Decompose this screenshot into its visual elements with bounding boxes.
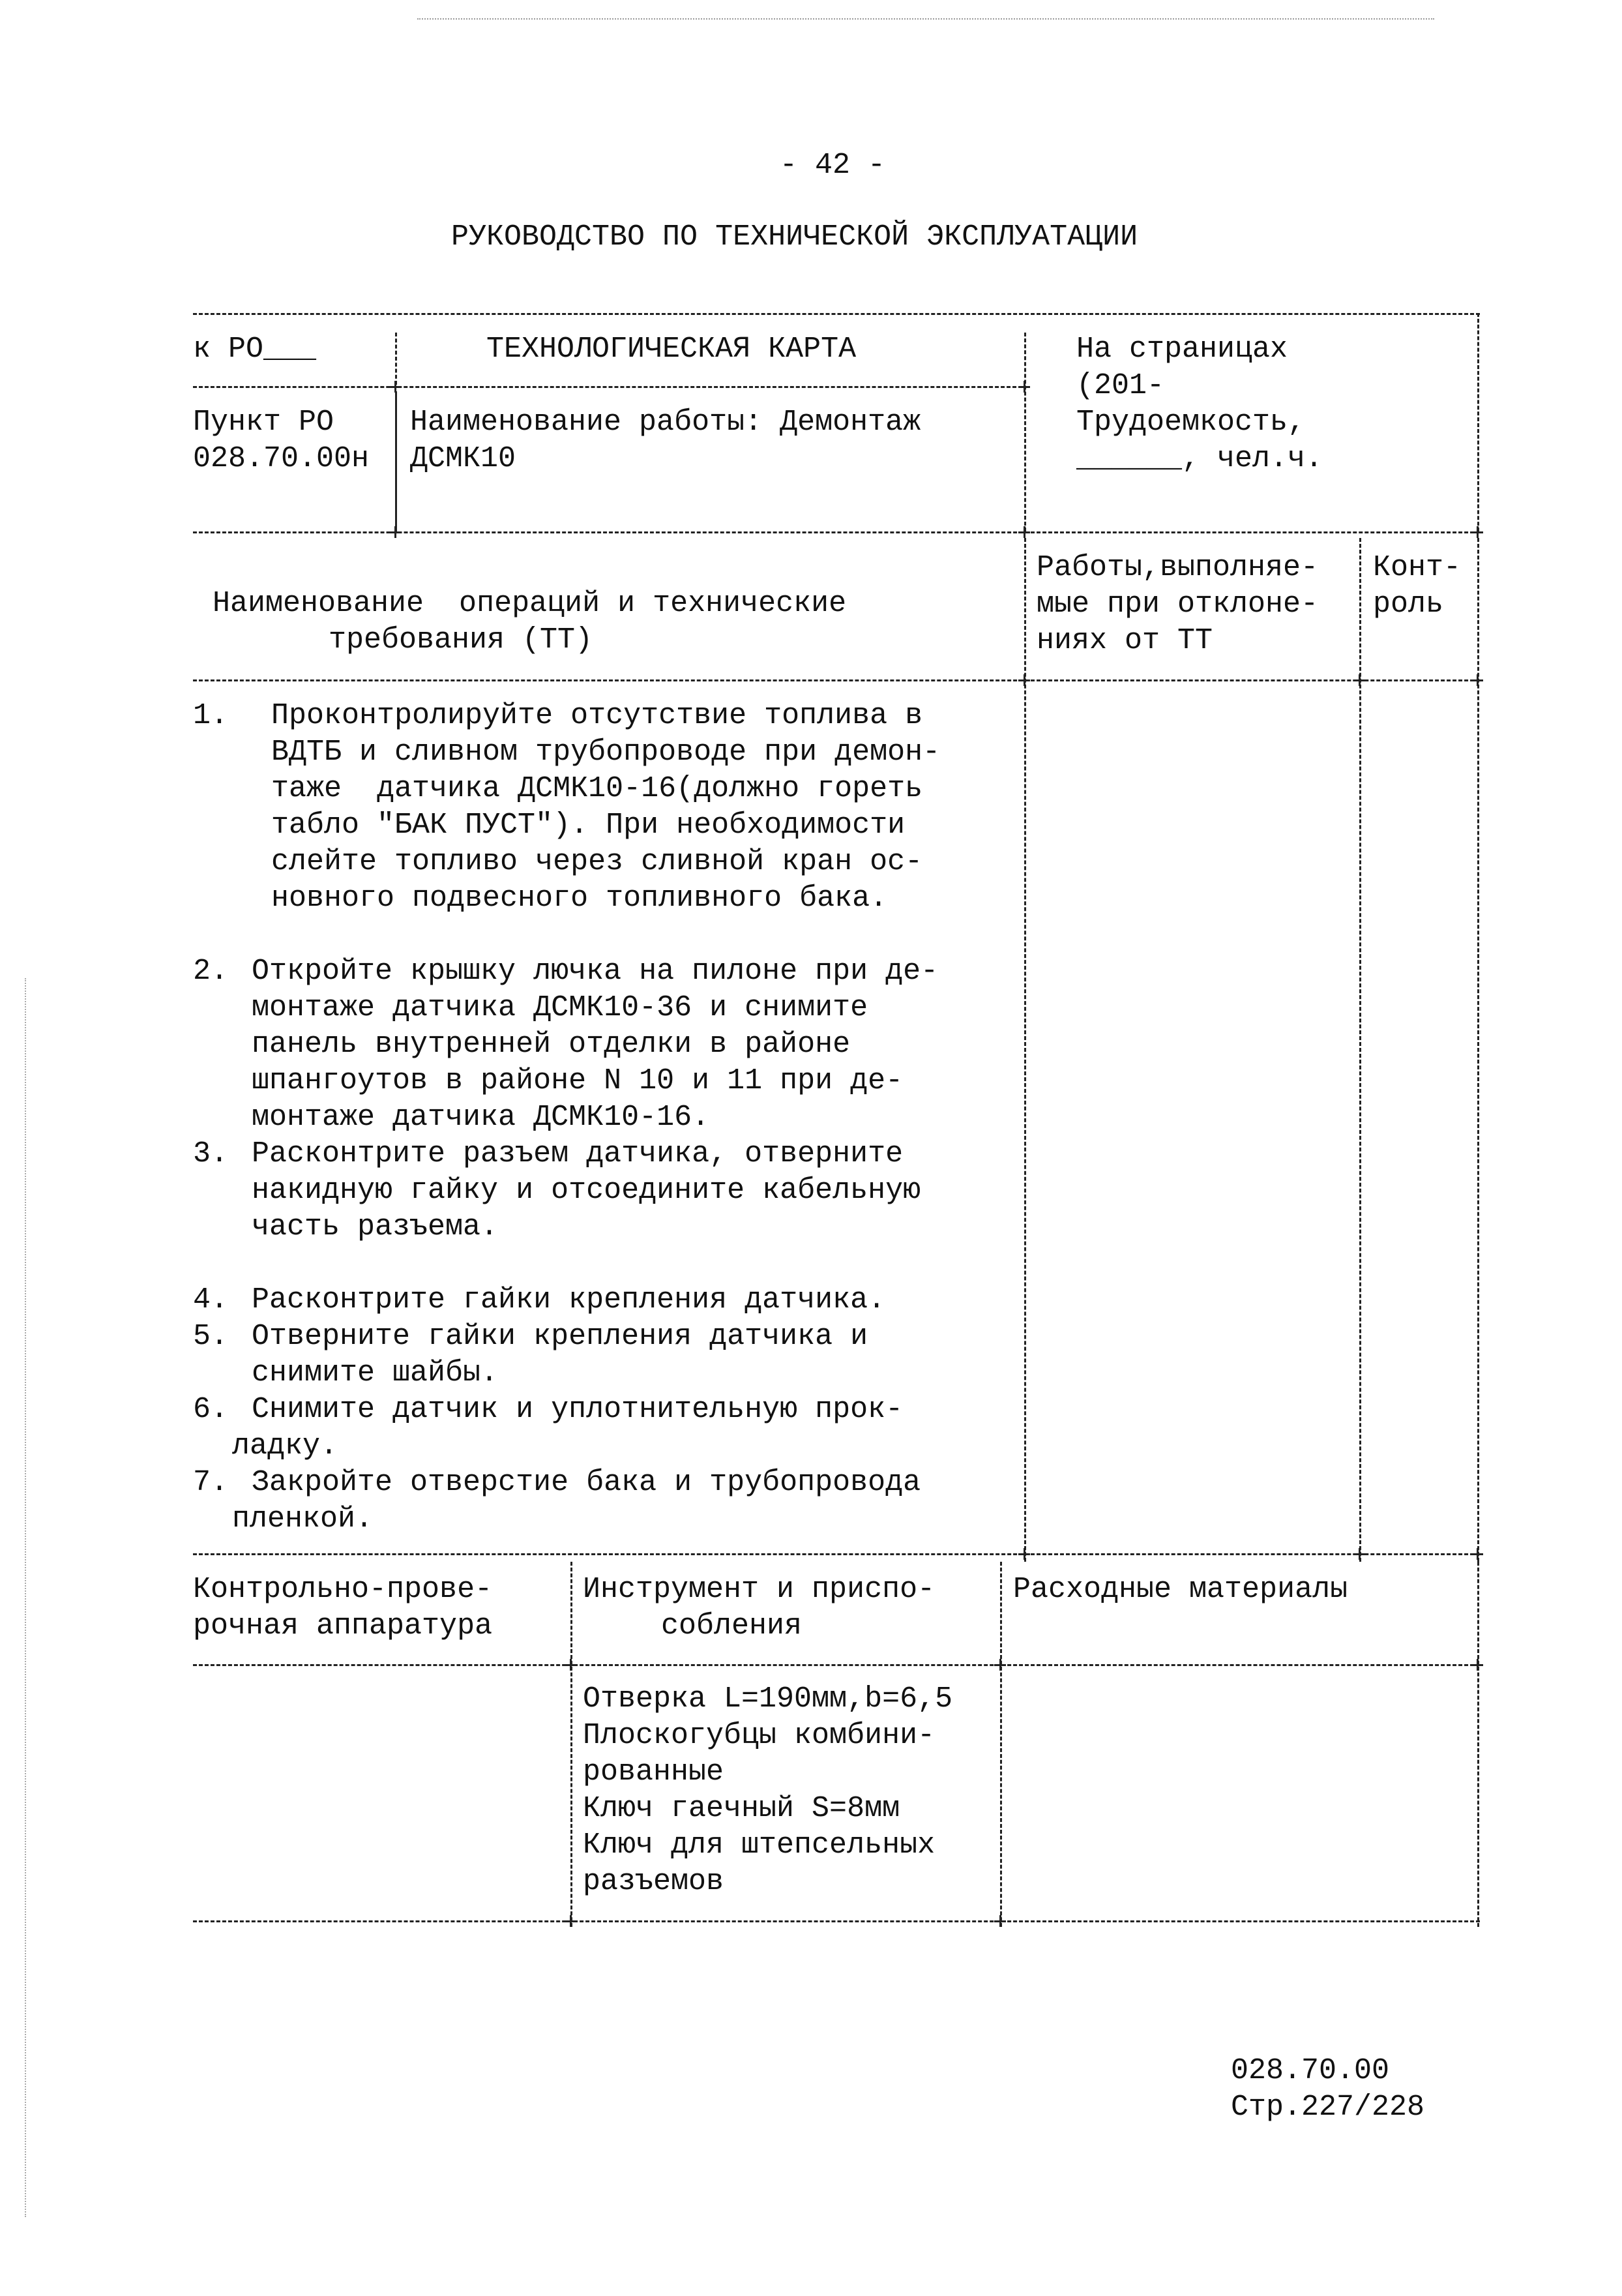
table-right-border <box>1477 538 1479 1562</box>
bottom-right-border <box>1477 1562 1479 1927</box>
labor-label: Трудоемкость, <box>1076 406 1306 439</box>
control-equipment-line1: Контрольно-прове- <box>193 1573 493 1606</box>
grid-cross <box>1471 1659 1483 1671</box>
grid-cross <box>1353 674 1365 686</box>
document-title: РУКОВОДСТВО ПО ТЕХНИЧЕСКОЙ ЭКСПЛУАТАЦИИ <box>451 220 1138 254</box>
header-mid-border <box>193 386 1022 388</box>
header-bottom-border <box>193 531 1480 533</box>
tool-item: Плоскогубцы комбини- <box>583 1719 936 1752</box>
control-header-line2: роль <box>1373 588 1444 621</box>
footer-page-ref: Стр.227/228 <box>1231 2091 1425 2124</box>
punkt-label: Пункт РО <box>193 406 334 439</box>
step-number: 4. <box>193 1283 229 1317</box>
step-number: 7. <box>193 1466 229 1499</box>
step-line: Проконтролируйте отсутствие топлива в <box>271 699 923 732</box>
tool-item: Отверка L=190мм,b=6,5 <box>583 1682 953 1716</box>
step-line: таже датчика ДСМК10-16(должно гореть <box>271 772 923 805</box>
tool-item: Ключ гаечный S=8мм <box>583 1792 900 1825</box>
grid-cross <box>1018 674 1030 686</box>
consumables-header: Расходные материалы <box>1013 1573 1348 1606</box>
step-line: шпангоутов в районе N 10 и 11 при де- <box>252 1064 904 1097</box>
header-divider-2 <box>1024 333 1026 531</box>
labor-value: ______, чел.ч. <box>1076 442 1323 475</box>
step-line: ВДТБ и сливном трубопроводе при демон- <box>271 736 941 769</box>
step-line: Откройте крышку лючка на пилоне при де- <box>252 955 939 988</box>
header-right-border <box>1477 313 1479 531</box>
grid-cross <box>1471 1548 1483 1560</box>
grid-cross <box>994 1915 1006 1927</box>
tool-item: рованные <box>583 1755 724 1789</box>
grid-cross <box>565 1659 576 1671</box>
scan-artifact-top <box>417 18 1434 20</box>
step-line: накидную гайку и отсоедините кабельную <box>252 1174 921 1207</box>
work-name-line1: Наименование работы: Демонтаж <box>410 406 921 439</box>
tools-header-line1: Инструмент и приспо- <box>583 1573 936 1606</box>
grid-cross <box>994 1659 1006 1671</box>
grid-cross <box>565 1915 576 1927</box>
step-line: пленкой. <box>232 1502 374 1536</box>
step-line: монтаже датчика ДСМК10-16. <box>252 1101 710 1134</box>
step-line: монтаже датчика ДСМК10-36 и снимите <box>252 991 868 1024</box>
step-line: Отверните гайки крепления датчика и <box>252 1320 868 1353</box>
step-line: Снимите датчик и уплотнительную прок- <box>252 1393 904 1426</box>
bottom-header-border <box>193 1664 1480 1666</box>
bottom-divider-2 <box>1000 1562 1002 1927</box>
step-line: новного подвесного топливного бака. <box>271 882 888 915</box>
deviations-header-line2: мые при отклоне- <box>1037 588 1319 621</box>
col-divider-1 <box>1024 538 1026 1562</box>
card-title: ТЕХНОЛОГИЧЕСКАЯ КАРТА <box>486 333 857 366</box>
header-top-border <box>193 313 1480 315</box>
step-number: 6. <box>193 1393 229 1426</box>
step-line: снимите шайбы. <box>252 1356 499 1390</box>
step-line: табло "БАК ПУСТ"). При необходимости <box>271 809 906 842</box>
operations-header-line1: Наименование операций и технические <box>213 587 847 620</box>
grid-cross <box>1018 1548 1030 1560</box>
step-number: 1. <box>193 699 229 732</box>
grid-cross <box>1471 674 1483 686</box>
header-divider-1b <box>395 391 397 531</box>
deviations-header-line1: Работы,выполняе- <box>1037 551 1319 584</box>
header-divider-1 <box>395 333 397 385</box>
pages-value: (201- <box>1076 369 1165 402</box>
step-line: Закройте отверстие бака и трубопровода <box>252 1466 921 1499</box>
footer-doc-code: 028.70.00 <box>1231 2054 1390 2087</box>
step-line: Расконтрите гайки крепления датчика. <box>252 1283 886 1317</box>
bottom-divider-1 <box>570 1562 572 1927</box>
scan-artifact-left <box>25 978 26 2217</box>
col-divider-2 <box>1359 538 1361 1562</box>
control-header-line1: Конт- <box>1373 551 1462 584</box>
tool-item: Ключ для штепсельных <box>583 1828 936 1862</box>
tools-header-line2: собления <box>661 1609 803 1643</box>
step-number: 5. <box>193 1320 229 1353</box>
step-line: слейте топливо через сливной кран ос- <box>271 845 923 878</box>
punkt-value: 028.70.00н <box>193 442 370 475</box>
step-line: ладку. <box>232 1429 338 1463</box>
step-line: Расконтрите разъем датчика, отверните <box>252 1137 904 1170</box>
page-number: - 42 - <box>780 149 886 182</box>
step-number: 2. <box>193 955 229 988</box>
operations-header-line2: требования (ТТ) <box>329 623 593 657</box>
step-line: панель внутренней отделки в районе <box>252 1028 851 1061</box>
step-line: часть разъема. <box>252 1210 499 1244</box>
pages-label: На страницах <box>1076 333 1288 366</box>
tool-item: разъемов <box>583 1865 724 1898</box>
deviations-header-line3: ниях от ТТ <box>1037 624 1213 657</box>
k-ro-label: к РО___ <box>193 333 317 366</box>
columns-bottom-border <box>193 679 1480 681</box>
table-bottom-border <box>193 1920 1480 1922</box>
work-name-line2: ДСМК10 <box>410 442 516 475</box>
control-equipment-line2: рочная аппаратура <box>193 1609 493 1643</box>
steps-bottom-border <box>193 1553 1480 1555</box>
step-number: 3. <box>193 1137 229 1170</box>
grid-cross <box>1353 1548 1365 1560</box>
